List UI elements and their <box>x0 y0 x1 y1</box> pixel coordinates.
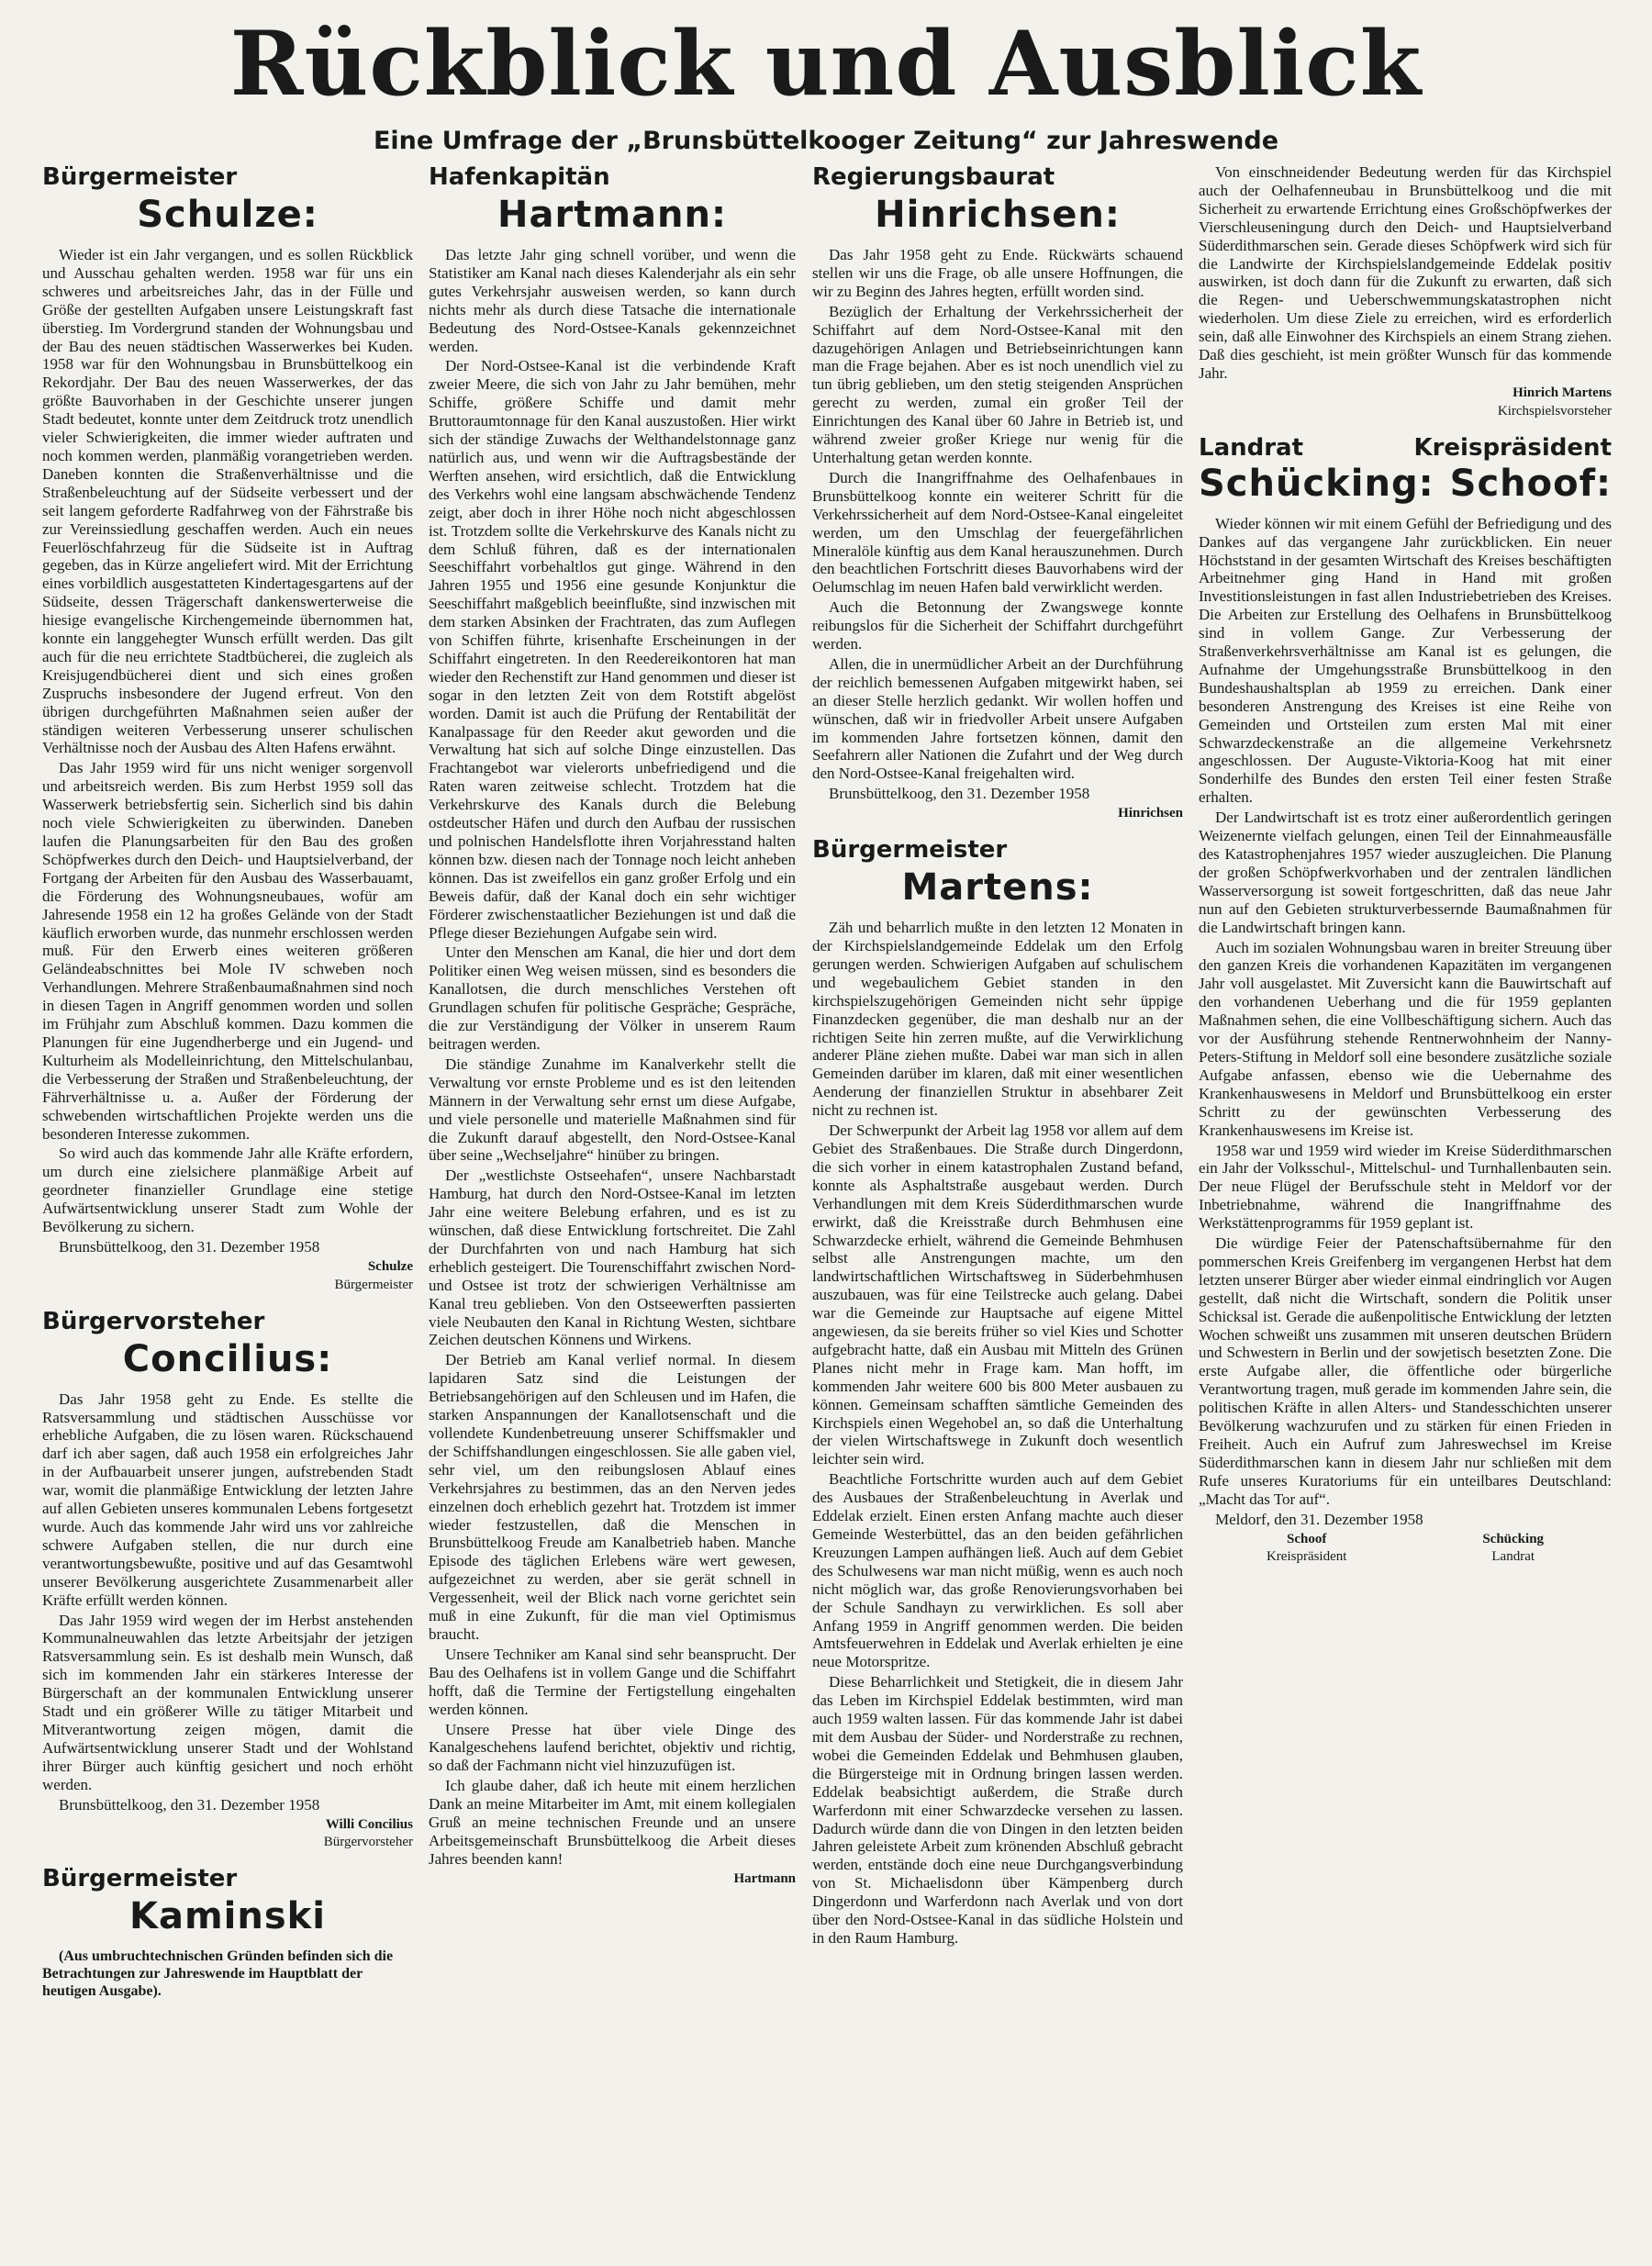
paragraph: So wird auch das kommende Jahr alle Kräfte erfordern, um durch eine zielsichere planmäßige Arbeit auf geordneter finanzieller Grundlage eine stetige Aufwärtsentwicklung unserer Stadt zum Wohle der Bevölkerung zu sichern. <box>42 1144 413 1236</box>
paragraph: Das Jahr 1958 geht zu Ende. Es stellte die Ratsversammlung und städtischen Ausschüsse vor erhebliche Aufgaben, die zu lösen waren. Rückschauend darf ich aber sagen, daß auch 1958 ein erfolgreiches Jahr in der Aufbauarbeit unserer jungen, aufstrebenden Stadt war, womit die planmäßige Entwicklung der letzten Jahre auf allen Gebieten unseres kommunalen Lebens fortgesetzt wurde. Auch das kommende Jahr wird uns vor zahlreiche schwere Aufgaben stellen, die nur durch eine verantwortungsbewußte, positive und auf das Gesamtwohl unserer Bevölkerung ausgerichtete Zusammenarbeit aller Kräfte erfüllt werden können. <box>42 1390 413 1609</box>
paragraph: Der Landwirtschaft ist es trotz einer außerordentlich geringen Weizenernte vielfach gelungen, einen Teil der Einnahmeausfälle des Katastrophenjahres 1957 wieder auszugleichen. Die Planung der großen Schöpfwerkvorhaben und der zentralen ländlichen Wasserversorgung ist soweit fortgeschritten, daß das neue Jahr nun auf den Gebieten strukturverbessernde Baumaßnahmen für die Landwirtschaft bringen kann. <box>1199 809 1612 936</box>
editorial-note: (Aus umbruchtechnischen Gründen befinden sich die Betrachtungen zur Jahreswende im Hauptblatt der heutigen Ausgabe). <box>42 1948 394 2000</box>
signature-title: Landrat <box>1491 1549 1535 1565</box>
paragraph: Ich glaube daher, daß ich heute mit einem herzlichen Dank an meine Mitarbeiter im Amt, mit einem kollegialen Gruß an meine technischen Freunde und an unsere Arbeitsgemeinschaft Brunsbüttelkoog die Arbeit dieses Jahres beenden kann! <box>429 1777 796 1868</box>
signature-title: Bürgermeister <box>334 1277 413 1292</box>
paragraph: Diese Beharrlichkeit und Stetigkeit, die in diesem Jahr das Leben im Kirchspiel Eddelak bestimmten, wird man auch 1959 walten lassen. Für das kommende Jahr ist dabei mit dem Ausbau der Süder- und Norderstraße zu rechnen, wobei die Gemeinden Eddelak und Behmhusen glauben, die Bürgersteige mit in Ordnung bringen lassen werden. Eddelak beabsichtigt außerdem, die Straße durch Warferdonn mit einer Schwarzdecke versehen zu lassen. Dadurch würde dann die von Dingen in den letzten beiden Jahren geleistete Arbeit zum krönenden Abschluß gebracht werden, entstände doch eine neue Durchgangsverbindung von St. Michaelisdonn über Kämpenberg durch Dingerdonn und Warferdonn nach Averlak und von dort über den Nord-Ostsee-Kanal in das südliche Holstein und in den Raum Hamburg. <box>812 1673 1183 1947</box>
paragraph: Das letzte Jahr ging schnell vorüber, und wenn die Statistiker am Kanal nach dieses Kalenderjahr als ein sehr gutes Verkehrsjahr ausweisen werden, so kann durch nichts mehr als durch diese Tatsache die internationale Bedeutung des Nord-Ostsee-Kanals gekennzeichnet werden. <box>429 246 796 355</box>
paragraph: Durch die Inangriffnahme des Oelhafenbaues in Brunsbüttelkoog konnte ein weiterer Schritt für die Verkehrssicherheit auf dem Nord-Ostsee-Kanal eingeleitet werden, um den Umschlag der feuergefährlichen Mineralöle künftig aus dem Kanal herauszunehmen. Durch den beachtlichen Fortschritt dieses Bauvorhabens wird der Oelumschlag im neuen Hafen bald verwirklicht werden. <box>812 468 1183 597</box>
paragraph: Unsere Techniker am Kanal sind sehr beansprucht. Der Bau des Oelhafens ist in vollem Gange und die Schiffahrt hofft, daß die Termine der Fertigstellung eingehalten werden können. <box>429 1645 796 1718</box>
article-schulze <box>42 163 413 1295</box>
article-author-name: Kaminski <box>129 1895 326 1938</box>
article-label: Bürgervorsteher <box>42 1307 265 1335</box>
article-martens-continued <box>1199 163 1612 421</box>
paragraph: Der Nord-Ostsee-Kanal ist die verbindende Kraft zweier Meere, die sich von Jahr zu Jahr bemühen, mehr Schiffe, größere Schiffe und damit mehr Bruttoraumtonnage für den Kanal auszustoßen. Hier wirkt sich der ständige Zuwachs der Welthandelstonnage ganz natürlich aus, und wenn wir die Auftragsbestände der Werften ansehen, wird ersichtlich, daß die Entwicklung des Verkehrs wohl eine langsam abschwächende Tendenz zeigt, aber doch in ihrer Höhe noch nicht abgeschlossen ist. Trotzdem sollte die Verkehrskurve des Kanals nicht zu dem Schluß führen, daß es der internationalen Seeschiffahrt vorbehaltlos gut ginge. Während in den Jahren 1955 und 1956 eine gesunde Konjunktur die Seeschiffahrt maßgeblich beeinflußte, sind inzwischen mit dem starken Absinken der Frachtraten, das zum Auflegen von Schiffen führte, krisenhafte Erscheinungen in der Schiffahrt eingetreten. In den Reedereikontoren hat man wieder den Rechenstift zur Hand genommen und dieser ist sogar in den letzten Zeit von dem Rotstift abgelöst worden. Damit ist auch die Prüfung der Rentabilität der Kanalpassage für den Reeder akut geworden und die Verwaltung hat sich auf solche Dinge einzustellen. Das Frachtangebot war vielerorts unbefriedigend und die Raten waren zeitweise schlecht. Trotzdem hat die Verkehrskurve des Kanals durch die Belebung ostdeutscher Häfen und durch den Aufbau der russischen und polnischen Handelsflotte ihren Vorjahresstand halten können bzw. diesen nach der Tonnage noch leicht anheben können. Das ist zweifellos ein ganz großer Erfolg und ein Beweis dafür, daß der Kanal doch ein sehr wichtiger Förderer zwischenstaatlicher Beziehungen ist und daß die Pflege dieser Beziehungen Aufgabe sein wird. <box>429 357 796 942</box>
column-2 <box>429 163 796 2247</box>
paragraph: Bezüglich der Erhaltung der Verkehrssicherheit der Schiffahrt auf dem Nord-Ostsee-Kanal mit den dazugehörigen Anlagen und Betriebseinrichtungen kann man die Frage bejahen. Aber es ist noch unendlich viel zu tun übrig geblieben, um den stetig steigenden Ansprüchen gerecht zu werden, zumal ein großer Teil der Einrichtungen des Kanal über 60 Jahre in Betrieb ist, und während zweier großer Kriege nur wenig für die Unterhaltung getan werden konnte. <box>812 302 1183 466</box>
paragraph: Zäh und beharrlich mußte in den letzten 12 Monaten in der Kirchspielslandgemeinde Eddelak um den Erfolg gerungen werden. Schwierigen Aufgaben auf schulischem und wegebaulichem Gebiet standen in den kirchspielszugehörigen Gemeinden nicht sehr üppige Finanzdecken gegenüber, die man deshalb nur an der richtigen Seite hin zerren mußte, auf die Verwirklichung anderer Pläne ziehen mußte. Dabei war man sich in allen Gemeinden darüber im klaren, daß mit einer wesentlichen Aenderung der finanziellen Struktur in absehbarer Zeit nicht zu rechnen ist. <box>812 919 1183 1120</box>
article-author-name: Hartmann: <box>497 194 727 236</box>
paragraph: 1958 war und 1959 wird wieder im Kreise Süderdithmarschen ein Jahr der Volksschul-, Mittelschul- und Turnhallenbauten sein. Der neue Flügel der Berufsschule steht in Meldorf vor der Inbetriebnahme, während die Inangriffnahme des Werkstättenprogramms für 1959 geplant ist. <box>1199 1141 1612 1233</box>
paragraph: Auch im sozialen Wohnungsbau waren in breiter Streuung über den ganzen Kreis die vorhandenen Kapazitäten im vergangenen Jahr voll ausgelastet. Mit Zuversicht kann die Bauwirtschaft auf den vorhandenen Ueberhang und die für 1959 geplanten Maßnahmen sehen, die eine Vollbeschäftigung sichern. Auch das vor der Ausführung stehende Rentnerwohnheim der Nanny-Peters-Stiftung in Meldorf soll eine besondere zusätzliche soziale Aufgabe anfassen, ebenso wie die Uebernahme des Krankenhauswesens in Meldorf und Brunsbüttelkoog ein erster Schritt zu der gewünschten Verbesserung des Krankenhauswesens im Kreise ist. <box>1199 938 1612 1139</box>
article-kaminski <box>42 1865 413 2000</box>
column-3 <box>812 163 1183 2247</box>
column-4 <box>1199 163 1612 2247</box>
article-label: Bürgermeister <box>42 1865 238 1893</box>
paragraph: Das Jahr 1958 geht zu Ende. Rückwärts schauend stellen wir uns die Frage, ob alle unsere Hoffnungen, die wir zu Beginn des Jahres hegten, erfüllt worden sind. <box>812 246 1183 300</box>
article-author-name-left: Schücking: <box>1199 462 1434 505</box>
signature-title: Kreispräsident <box>1266 1549 1347 1565</box>
paragraph: Unter den Menschen am Kanal, die hier und dort dem Politiker einen Weg weisen müssen, sind es besonders die Kanallotsen, die durch menschliches Verstehen oft Grundlagen schufen für politische Gespräche; Gespräche, die zur Verständigung der Völker in unserem Raum beitragen werden. <box>429 943 796 1053</box>
page-subheadline: Eine Umfrage der „Brunsbüttelkooger Zeitung“ zur Jahreswende <box>373 127 1279 155</box>
place-date: Meldorf, den 31. Dezember 1958 <box>1215 1510 1423 1528</box>
article-author-name: Martens: <box>901 866 1094 910</box>
article-author-name-right: Schoof: <box>1449 462 1612 505</box>
paragraph: Das Jahr 1959 wird für uns nicht weniger sorgenvoll und arbeitsreich werden. Bis zum Herbst 1959 soll das Wasserwerk betriebsfertig sein. Sicherlich sind bis dahin noch viele Schwierigkeiten zu überwinden. Daneben laufen die Planungsarbeiten für den Bau des großen Schöpfwerkes durch den Deich- und Hauptsielverband, der Fortgang der Arbeiten für den Ausbau des Wasserbauamt, die Förderung des Wohnungsneubaues, wofür am Jahresende 1958 ein 12 ha großes Gelände von der Stadt käuflich erworben wurde, das nunmehr erschlossen werden muß. Für den Erwerb eines weiteren größeren Geländeabschnittes bei Mole IV schweben noch Verhandlungen. Mehrere Straßenbaumaßnahmen sind noch in diesen Tagen in Angriff genommen worden und sollen im Frühjahr zum Abschluß kommen. Dazu kommen die Planungen für eine Jugendherberge und ein Jugend- und Kulturheim als Modelleinrichtung, den Mittelschulanbau, die Verbesserung der Straßen und Straßenbeleuchtung, der Fährverhältnisse u. a. Außer der Förderung der schwebenden wirtschaftlichen Projekte werden uns die besonderen Interesse zukommen. <box>42 759 413 1143</box>
paragraph: Der „westlichste Ostseehafen“, unsere Nachbarstadt Hamburg, hat durch den Nord-Ostsee-Kanal im letzten Jahr eine weitere Belebung erfahren, und es ist zu wünschen, daß diese Entwicklung fortschreitet. Die Zahl der Durchfahrten von und nach Hamburg hat sich erheblich gesteigert. Die Tourenschiffahrt zwischen Nord- und Ostsee ist trotz der schwierigen Verhältnisse am Kanal treu geblieben. Von den Ostseewerften passierten viele Neubauten den Kanal in Richtung Westen, sichtbare Zeichen deutschen Könnens und Wirkens. <box>429 1166 796 1349</box>
paragraph: Auch die Betonnung der Zwangswege konnte reibungslos für die Sicherheit der Schiffahrt durchgeführt werden. <box>812 598 1183 653</box>
paragraph: Das Jahr 1959 wird wegen der im Herbst anstehenden Kommunalneuwahlen das letzte Arbeitsjahr der jetzigen Ratsversammlung sein. Es ist deshalb mein Wunsch, daß sich im kommenden Jahr ein stärkeres Interesse der Bürgerschaft an der kommunalen Entwicklung unserer Stadt und ein größerer Wille zu tätiger Mitarbeit und Mitverantwortung zeigen mögen, damit die Aufwärtsentwicklung unserer Stadt und der Wohlstand ihrer Bürger auch künftig gesichert und noch erhöht werden. <box>42 1611 413 1793</box>
article-hinrichsen <box>812 163 1183 823</box>
place-date: Brunsbüttelkoog, den 31. Dezember 1958 <box>59 1795 320 1814</box>
article-author-name: Concilius: <box>122 1337 333 1380</box>
article-author-name: Schulze: <box>137 194 318 236</box>
article-concilius <box>42 1308 413 1853</box>
signature-name: Schücking <box>1482 1531 1545 1546</box>
article-author-name: Hinrichsen: <box>875 194 1121 236</box>
paragraph: Von einschneidender Bedeutung werden für das Kirchspiel auch der Oelhafenneubau in Brunsbüttelkoog und die mit Sicherheit zu erwartende Errichtung eines Großschöpfwerkes der Vierschleuseningung durch den Deich- und Hauptsielverband Süderdithmarschen sein. Gerade dieses Schöpfwerk wird sich für die Landwirte der Kirchspielslandgemeinde Eddelak positiv auswirken, ist doch dann für die Zukunft zu erwarten, daß sich die Regen- und Ueberschwemmungskatastrophen nicht wiederholen. Um diese Ziele zu erreichen, wird es erforderlich sein, daß alle Einwohner des Kirchspiels an einem Strang ziehen. Daß dies geschieht, ist mein größter Wunsch für das kommende Jahr. <box>1199 163 1612 382</box>
signature-title: Bürgervorsteher <box>323 1835 413 1850</box>
paragraph: Allen, die in unermüdlicher Arbeit an der Durchführung der reichlich bemessenen Aufgaben mitgewirkt haben, sei an dieser Stelle herzlich gedankt. Wir wollen hoffen und wünschen, daß wir in friedvoller Arbeit unsere Aufgaben im kommenden Jahre fortsetzen können, damit den Seefahrern aller Nationen die Zufahrt und der Weg durch den Nord-Ostsee-Kanal freigehalten wird. <box>812 654 1183 783</box>
paragraph: Unsere Presse hat über viele Dinge des Kanalgeschehens laufend berichtet, objektiv und richtig, so daß der Fachmann nicht viel hinzuzufügen ist. <box>429 1720 796 1775</box>
paragraph: Wieder ist ein Jahr vergangen, und es sollen Rückblick und Ausschau gehalten werden. 1958 war für uns ein schweres und arbeitsreiches Jahr, das in der Fülle und Größe der gestellten Aufgaben unsere Leistungskraft fast überstieg. Im Vordergrund standen der Wohnungsbau und der Bau des neuen städtischen Wasserwerkes bei Kuden. 1958 war für den Wohnungsbau in Brunsbüttelkoog ein Rekordjahr. Der Bau des neuen Wasserwerkes, der das größte Bauvorhaben in der Geschichte unserer jungen Stadt bedeutet, konnte unter dem Zeitdruck trotz unendlich vieler Schwierigkeiten, die immer wieder auftraten und noch kommen werden, planmäßig vorangetrieben werden. Daneben konnten die Straßenverhältnisse und die Straßenbeleuchtung auf der Südseite verbessert und der seit langem geforderte Radfahrweg von der Fährstraße bis zur Vereinssiedlung geschaffen werden. Auch ein neues Feuerlöschfahrzeug für die Südseite ist in Auftrag gegeben, das in Kürze angeliefert wird. Mit der Errichtung eines vorbildlich ausgestatteten Kindertagesgartens auf der Südseite, dessen Trägerschaft dankenswerterweise die hiesige evangelische Kirchengemeinde übernommen hat, konnte ein langgehegter Wunsch erfüllt werden. Das gilt auch für die neu errichtete Stadtbücherei, die zugleich als Kreisjugendbücherei dient und sich eines großen Zuspruchs insbesondere der Jugend erfreut. Von den übrigen durchgeführten Maßnahmen seien außer der ständigen weiteren Verbesserung unserer schulischen Verhältnisse noch der Ausbau des Alten Hafens erwähnt. <box>42 246 413 757</box>
column-1 <box>42 163 413 2247</box>
article-schuecking-schoof <box>1199 434 1612 1568</box>
article-martens <box>812 836 1183 1948</box>
article-label: Bürgermeister <box>812 836 1008 865</box>
signature-left <box>1267 1531 1346 1568</box>
place-date: Brunsbüttelkoog, den 31. Dezember 1958 <box>829 785 1090 803</box>
signature-title: Kirchspielsvorsteher <box>1497 403 1612 419</box>
paragraph: Die ständige Zunahme im Kanalverkehr stellt die Verwaltung vor ernste Probleme und es ist den leitenden Männern in der Verwaltung sehr ernst um diese Aufgabe, und viele personelle und materielle Maßnahmen sind für die Zukunft darauf abgestellt, den Nord-Ostsee-Kanal über seine „Wechseljahre“ hinüber zu bringen. <box>429 1055 796 1165</box>
place-date: Brunsbüttelkoog, den 31. Dezember 1958 <box>59 1237 320 1256</box>
paragraph: Wieder können wir mit einem Gefühl der Befriedigung und des Dankes auf das vergangene Jahr zurückblicken. Ein neuer Höchststand in der gesamten Wirtschaft des Kreises beschäftigten Arbeitnehmer ging Hand in Hand mit großen Investitionsleistungen in fast allen Industriebetrieben des Kreises. Die Arbeiten zur Erstellung des Oelhafens in Brunsbüttelkoog sind in vollem Gange. Zur Verbesserung der Straßenverkehrsverhältnisse am Kanal ist es gelungen, die Aufnahme der Umgehungsstraße Brunsbüttelkoog in den Bundeshaushaltsplan ab 1959 zu erreichen. Dank einer besonderen Anstrengung des Kreises ist eine Reihe von Gemeinden und Ortsteilen zum ersten Mal mit einer Schwarzdeckenstraße an die allgemeine Verkehrsnetz angeschlossen. Der Auguste-Viktoria-Koog hat mit einer Sonderhilfe des Bundes den ersten Teil einer festen Straße erhalten. <box>1199 514 1612 807</box>
signature-right <box>1482 1531 1544 1568</box>
article-label-left: Landrat <box>1199 433 1304 462</box>
article-label: Hafenkapitän <box>429 163 610 191</box>
paragraph: Beachtliche Fortschritte wurden auch auf dem Gebiet des Ausbaues der Straßenbeleuchtung in Averlak und Eddelak erzielt. Einen ersten Anfang machte auch dieser Gemeinde Westerbüttel, das an den beiden gefährlichen Kreuzungen Lampen aufhängen ließ. Auch auf dem Gebiet des Schulwesens war man nicht müßig, wenn es auch noch nicht möglich war, das große Renovierungsvorhaben bei der Schule Sandhayn zu verwirklichen. Es soll aber Anfang 1959 in Angriff genommen werden. Die beiden Amtsfeuerwehren in Eddelak und Averlak erhielten je eine neue Motorspritze. <box>812 1470 1183 1671</box>
article-author-names <box>1199 462 1612 506</box>
signature-name: Willi Concilius <box>325 1816 413 1832</box>
paragraph: Der Betrieb am Kanal verlief normal. In diesem lapidaren Satz sind die Leistungen der Betriebsangehörigen auf den Schleusen und im Hafen, die starken Anspannungen der Kanallotsenschaft und die vollendete Kundenbetreuung unserer Schiffsmakler und der Schiffshandlungen eingeschlossen. Sie alle gaben viel, sehr viel, um den reibungslosen Ablauf eines Verkehrsjahres zu bestimmen, das an den Nerven jedes einzelnen doch erheblich gezehrt hat. Trotzdem ist immer wieder festzustellen, daß die Menschen in Brunsbüttelkoog Freude am Kanalbetrieb haben. Manche Episode des täglichen Erlebens wäre wert gewesen, aufgezeichnet zu werden, aber sie gerät schnell in Vergessenheit, weil der Blick nach vorne gerichtet sein muß in eine Zukunft, für die man viel Optimismus braucht. <box>429 1351 796 1643</box>
article-labels <box>1199 434 1612 462</box>
page-headline: Rückblick und Ausblick <box>229 12 1423 116</box>
article-label: Regierungsbaurat <box>812 163 1055 191</box>
signature-name: Hinrichsen <box>1118 806 1183 821</box>
signature-name: Schulze <box>367 1258 413 1274</box>
paragraph: Der Schwerpunkt der Arbeit lag 1958 vor allem auf dem Gebiet des Straßenbaues. Die Straße durch Dingerdonn, die sich vorher in einem katastrophalen Zustand befand, konnte als Asphaltstraße ausgebaut werden. Durch Verhandlungen mit dem Kreis Süderdithmarschen wurde erwirkt, daß die Kreisstraße durch Behmhusen eine Schwarzdecke erhielt, während die Gemeinde Behmhusen selbst alle Anstrengungen machte, um den landwirtschaftlichen Wirtschaftsweg in Süderbehmhusen auszubauen, was für eine Teilstrecke auch gelang. Dabei war die Gemeinde zur Hauptsache auf eigene Mittel angewiesen, da sie bereits früher so viel Kies und Schotter aufgebracht hatte, daß ein Ausbau mit Mitteln des Grünen Planes nicht mehr in Frage kam. Man hofft, im kommenden Jahr weitere 600 bis 800 Meter ausbauen zu können. Gemeinsam schafften sämtliche Gemeinden des Kirchspiels einen Wegehobel an, so daß die Unterhaltung der vielen Wirtschaftswege in Zukunft doch wesentlich leichter sein wird. <box>812 1122 1183 1468</box>
article-label-right: Kreispräsident <box>1413 433 1612 462</box>
signature-name: Hinrich Martens <box>1512 385 1612 400</box>
article-label: Bürgermeister <box>42 163 238 191</box>
signatures <box>1199 1531 1612 1568</box>
paragraph: Die würdige Feier der Patenschaftsübernahme für den pommerschen Kreis Greifenberg im vergangenen Herbst hat dem letzten unserer Bürger aber wieder einmal eindringlich vor Augen gestellt, daß nicht die Wirtschaft, sondern die Politik unser Schicksal ist. Gerade die außenpolitische Entwicklung der letzten Wochen schweißt uns zusammen mit unseren deutschen Brüdern und Schwestern in Berlin und der sowjetisch besetzten Zone. Die erste Aufgabe aller, die öffentliche oder bürgerliche Verantwortung tragen, muß gerade im kommenden Jahre sein, die politischen Kräfte in allen Alters- und Standesschichten unserer Bevölkerung wachzurufen und zu stärken für einen Frieden in Freiheit. Auch ein Aufruf zum Jahreswechsel im Kreise Süderdithmarschen kann in diesem Jahr nur schließen mit dem Rufe unseres Kuratoriums für ein unteilbares Deutschland: „Macht das Tor auf“. <box>1199 1234 1612 1508</box>
signature-name: Hartmann <box>733 1870 796 1886</box>
article-hartmann <box>429 163 796 1889</box>
signature-name: Schoof <box>1287 1531 1327 1546</box>
